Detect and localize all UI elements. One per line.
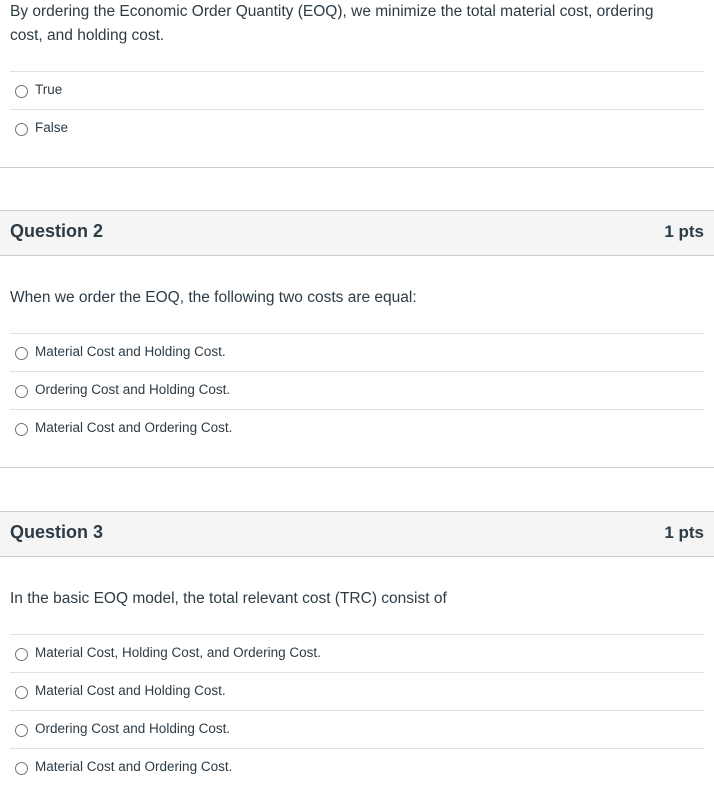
question-divider [0,467,714,468]
answer-label: False [35,120,69,135]
question-1-text: By ordering the Economic Order Quantity (EOQ), we minimize the total material cost, ordering cost, and holding cost. [10,3,654,44]
answer-option[interactable] [10,371,704,409]
radio-button[interactable] [15,423,28,436]
answer-option[interactable] [10,333,704,371]
question-title: Question 2 [10,221,104,241]
question-divider [0,167,714,168]
answer-option[interactable] [10,634,704,672]
answer-label: Ordering Cost and Holding Cost. [35,721,231,736]
answer-option[interactable] [10,748,704,786]
question-3-header [0,511,714,557]
question-points: 1 pts [664,222,704,241]
question-title: Question 3 [10,522,104,542]
answer-option[interactable] [10,710,704,748]
answer-label: Material Cost, Holding Cost, and Ordering Cost. [35,645,321,660]
answer-option[interactable] [10,109,704,147]
answer-label: Material Cost and Ordering Cost. [35,420,233,435]
question-2-header [0,210,714,256]
answer-label: True [35,82,63,97]
radio-button[interactable] [15,762,28,775]
answer-option[interactable] [10,409,704,447]
radio-button[interactable] [15,648,28,661]
answer-option[interactable] [10,71,704,109]
radio-button[interactable] [15,123,28,136]
answer-label: Material Cost and Holding Cost. [35,344,226,359]
question-3-answers [10,634,704,786]
question-2-text: When we order the EOQ, the following two costs are equal: [10,289,417,306]
radio-button[interactable] [15,85,28,98]
question-points: 1 pts [664,523,704,542]
radio-button[interactable] [15,686,28,699]
radio-button[interactable] [15,724,28,737]
answer-option[interactable] [10,672,704,710]
radio-button[interactable] [15,385,28,398]
answer-label: Material Cost and Ordering Cost. [35,759,233,774]
question-2-answers [10,333,704,447]
question-1-answers [10,71,704,147]
radio-button[interactable] [15,347,28,360]
question-3-text: In the basic EOQ model, the total relevant cost (TRC) consist of [10,590,447,607]
answer-label: Material Cost and Holding Cost. [35,683,226,698]
answer-label: Ordering Cost and Holding Cost. [35,382,231,397]
